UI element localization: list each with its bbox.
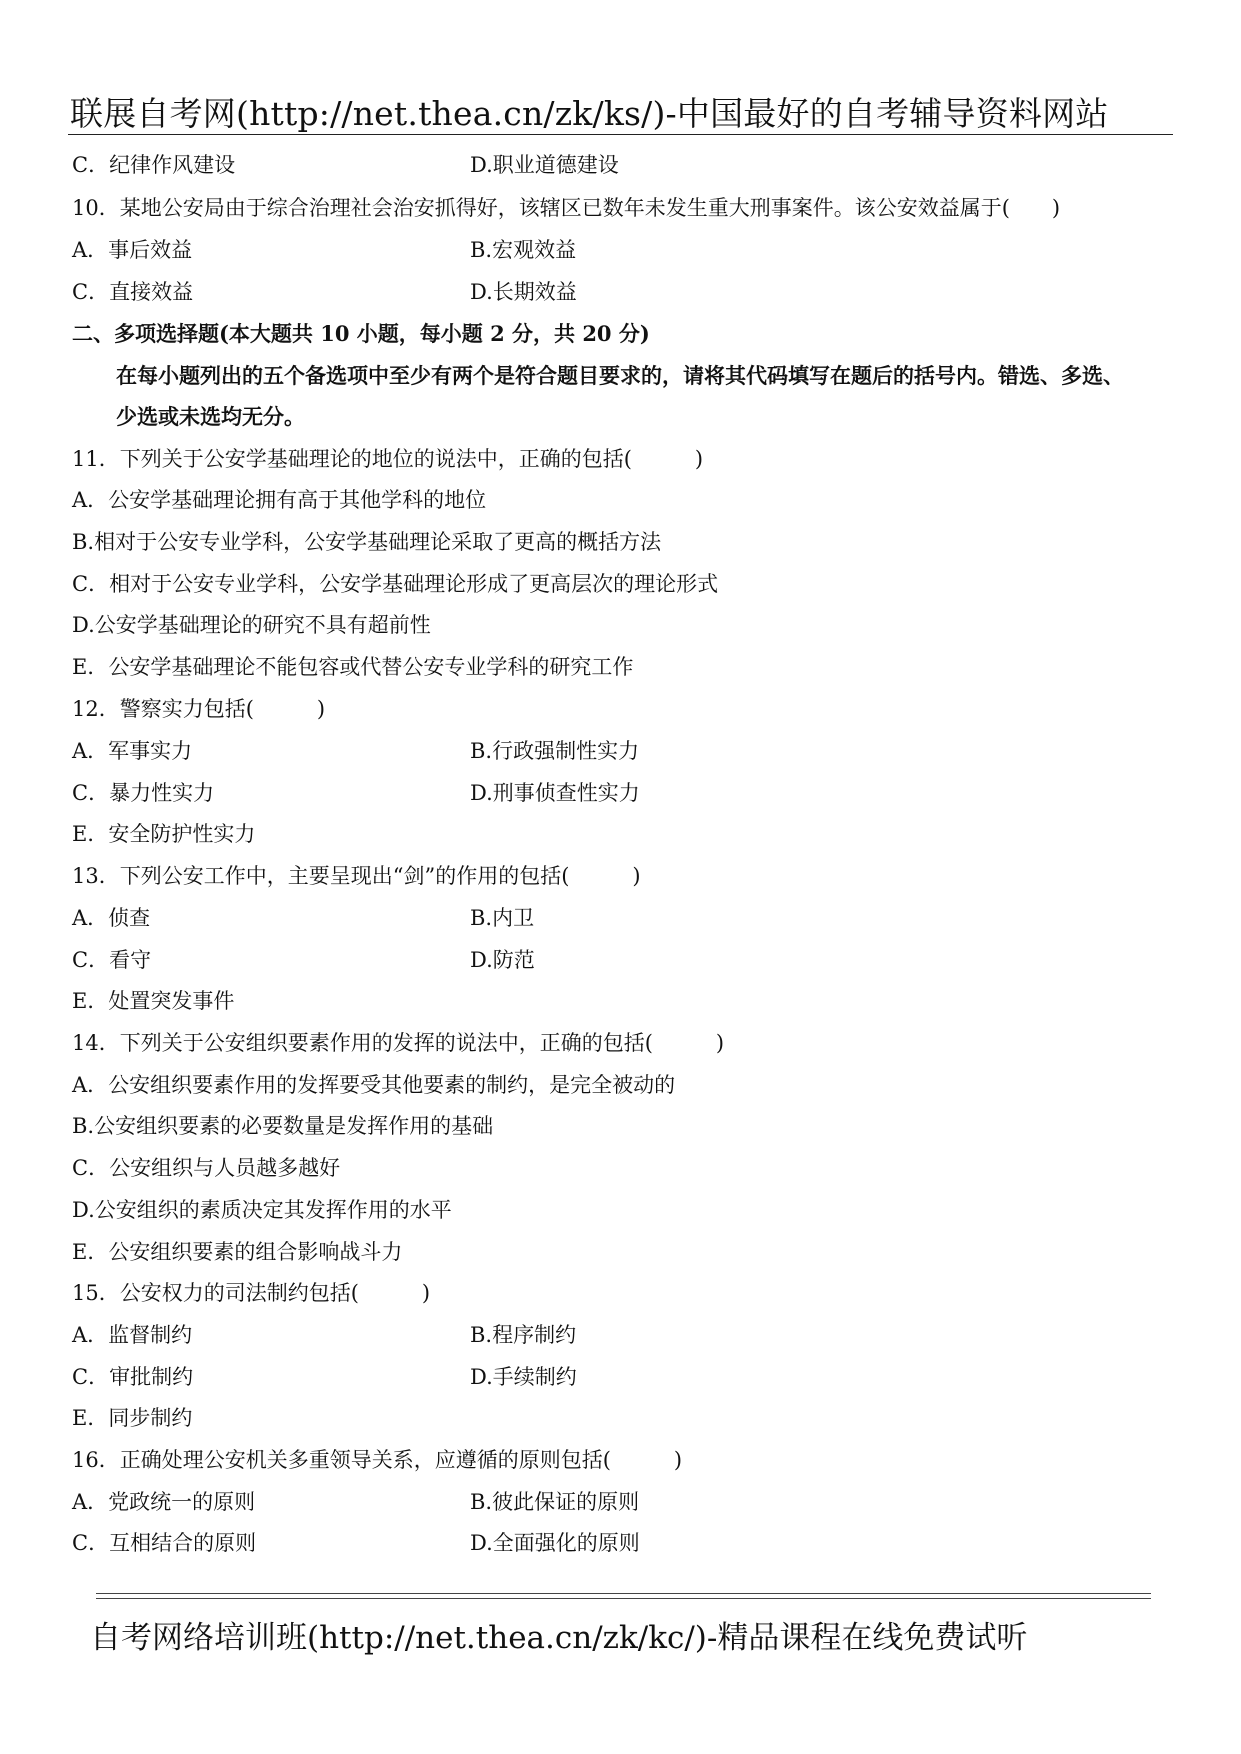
q11-option-c: C．相对于公安专业学科，公安学基础理论形成了更高层次的理论形式 [72, 572, 719, 596]
q10-option-d: D.长期效益 [470, 280, 577, 304]
q12-stem: 12．警察实力包括( ) [72, 697, 326, 721]
q9-option-d: D.职业道德建设 [470, 153, 619, 177]
header-rule [68, 134, 1173, 135]
q11-option-e: E．公安学基础理论不能包容或代替公安专业学科的研究工作 [72, 655, 634, 679]
q14-stem: 14．下列关于公安组织要素作用的发挥的说法中，正确的包括( ) [72, 1031, 725, 1055]
page-header: 联展自考网(http://net.thea.cn/zk/ks/)-中国最好的自考辅导资料网站 [70, 94, 1109, 133]
q11-option-a: A．公安学基础理论拥有高于其他学科的地位 [72, 488, 487, 512]
section-2-instruction-line-2: 少选或未选均无分。 [116, 404, 305, 429]
q16-option-c: C．互相结合的原则 [72, 1531, 257, 1555]
section-2-instruction-line-1: 在每小题列出的五个备选项中至少有两个是符合题目要求的，请将其代码填写在题后的括号内。错选、多选、 [116, 363, 1124, 388]
q15-option-c: C．审批制约 [72, 1365, 194, 1389]
q13-option-d: D.防范 [470, 948, 535, 972]
q16-stem: 16．正确处理公安机关多重领导关系，应遵循的原则包括( ) [72, 1448, 683, 1472]
q9-option-c: C．纪律作风建设 [72, 153, 236, 177]
q14-option-e: E．公安组织要素的组合影响战斗力 [72, 1240, 403, 1264]
q16-option-a: A．党政统一的原则 [72, 1490, 256, 1514]
q13-option-c: C．看守 [72, 948, 152, 972]
q16-option-b: B.彼此保证的原则 [470, 1490, 640, 1514]
q12-option-b: B.行政强制性实力 [470, 739, 640, 763]
q11-stem: 11．下列关于公安学基础理论的地位的说法中，正确的包括( ) [72, 447, 704, 471]
q12-option-c: C．暴力性实力 [72, 781, 215, 805]
q14-option-a: A．公安组织要素作用的发挥要受其他要素的制约，是完全被动的 [72, 1073, 676, 1097]
section-2-title: 二、多项选择题(本大题共 10 小题，每小题 2 分，共 20 分) [72, 321, 650, 346]
page-footer: 自考网络培训班(http://net.thea.cn/zk/kc/)-精品课程在线免费试听 [90, 1620, 1028, 1656]
q15-option-b: B.程序制约 [470, 1323, 577, 1347]
q13-option-e: E．处置突发事件 [72, 989, 235, 1013]
q13-stem: 13．下列公安工作中，主要呈现出“剑”的作用的包括( ) [72, 864, 641, 888]
q14-option-b: B.公安组织要素的必要数量是发挥作用的基础 [72, 1114, 494, 1138]
q11-option-b: B.相对于公安专业学科，公安学基础理论采取了更高的概括方法 [72, 530, 662, 554]
q10-stem: 10．某地公安局由于综合治理社会治安抓得好，该辖区已数年未发生重大刑事案件。该公安效益属于( ) [72, 196, 1061, 220]
q15-option-d: D.手续制约 [470, 1365, 577, 1389]
q12-option-e: E．安全防护性实力 [72, 822, 256, 846]
q15-option-e: E．同步制约 [72, 1406, 193, 1430]
q14-option-d: D.公安组织的素质决定其发挥作用的水平 [72, 1198, 452, 1222]
q12-option-d: D.刑事侦查性实力 [470, 781, 640, 805]
q13-option-b: B.内卫 [470, 906, 535, 930]
q15-option-a: A．监督制约 [72, 1323, 193, 1347]
q12-option-a: A．军事实力 [72, 739, 193, 763]
q10-option-b: B.宏观效益 [470, 238, 577, 262]
q16-option-d: D.全面强化的原则 [470, 1531, 640, 1555]
footer-rule [96, 1593, 1151, 1594]
footer-rule-double [96, 1598, 1151, 1599]
q14-option-c: C．公安组织与人员越多越好 [72, 1156, 341, 1180]
q13-option-a: A．侦查 [72, 906, 151, 930]
q10-option-a: A．事后效益 [72, 238, 193, 262]
q15-stem: 15．公安权力的司法制约包括( ) [72, 1281, 431, 1305]
q11-option-d: D.公安学基础理论的研究不具有超前性 [72, 613, 431, 637]
q10-option-c: C．直接效益 [72, 280, 194, 304]
